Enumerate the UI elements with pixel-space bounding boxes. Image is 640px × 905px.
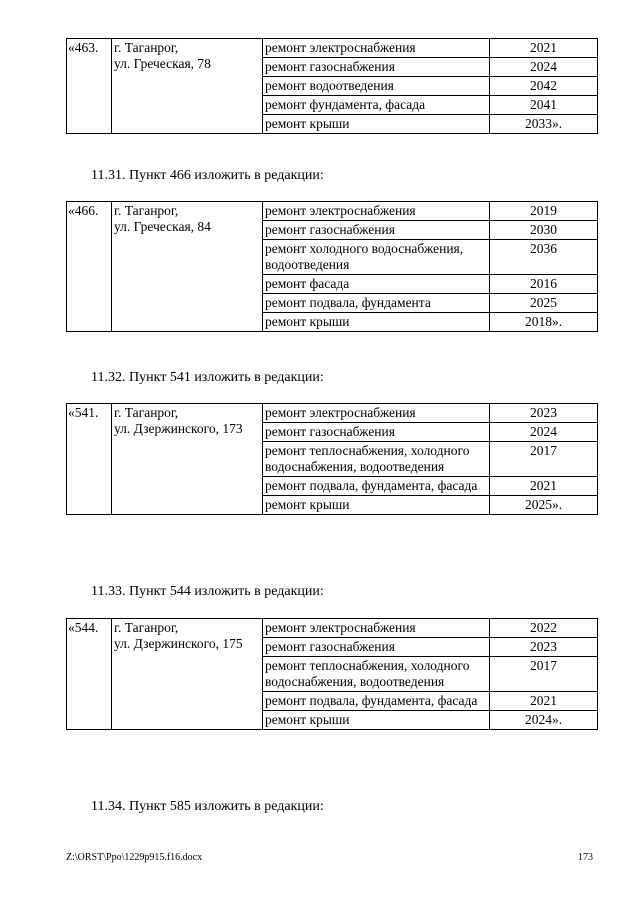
- work-cell: ремонт подвала, фундамента, фасада: [263, 692, 490, 711]
- table-row: [67, 202, 598, 221]
- year-cell: 2019: [490, 202, 598, 221]
- table-row: [67, 619, 598, 638]
- work-cell: ремонт фасада: [263, 275, 490, 294]
- work-cell: ремонт электроснабжения: [263, 404, 490, 423]
- work-cell: ремонт теплоснабжения, холодного водоснабжения, водоотведения: [263, 442, 490, 477]
- item-number: «466.: [67, 202, 112, 332]
- page-number: 173: [578, 852, 593, 863]
- year-cell: 2042: [490, 77, 598, 96]
- table-row: [67, 39, 598, 58]
- year-cell: 2023: [490, 638, 598, 657]
- instruction-11-34: 11.34. Пункт 585 изложить в редакции:: [91, 799, 324, 814]
- instruction-11-31: 11.31. Пункт 466 изложить в редакции:: [91, 168, 324, 183]
- year-cell: 2017: [490, 657, 598, 692]
- work-cell: ремонт крыши: [263, 496, 490, 515]
- year-cell: 2021: [490, 692, 598, 711]
- work-cell: ремонт холодного водоснабжения, водоотведения: [263, 240, 490, 275]
- item-number: «544.: [67, 619, 112, 730]
- year-cell: 2023: [490, 404, 598, 423]
- year-cell: 2036: [490, 240, 598, 275]
- table-541: [66, 403, 598, 515]
- work-cell: ремонт газоснабжения: [263, 221, 490, 240]
- instruction-11-32: 11.32. Пункт 541 изложить в редакции:: [91, 370, 324, 385]
- work-cell: ремонт газоснабжения: [263, 423, 490, 442]
- year-cell: 2016: [490, 275, 598, 294]
- table-463: [66, 38, 598, 134]
- year-cell: 2025: [490, 294, 598, 313]
- work-cell: ремонт электроснабжения: [263, 619, 490, 638]
- item-address: г. Таганрог, ул. Дзержинского, 175: [112, 619, 263, 730]
- table-466: [66, 201, 598, 332]
- year-cell: 2030: [490, 221, 598, 240]
- work-cell: ремонт электроснабжения: [263, 39, 490, 58]
- work-cell: ремонт газоснабжения: [263, 638, 490, 657]
- item-address: г. Таганрог, ул. Греческая, 78: [112, 39, 263, 134]
- year-cell: 2021: [490, 477, 598, 496]
- work-cell: ремонт теплоснабжения, холодного водоснабжения, водоотведения: [263, 657, 490, 692]
- year-cell: 2025».: [490, 496, 598, 515]
- work-cell: ремонт водоотведения: [263, 77, 490, 96]
- item-address: г. Таганрог, ул. Греческая, 84: [112, 202, 263, 332]
- year-cell: 2024: [490, 58, 598, 77]
- work-cell: ремонт крыши: [263, 313, 490, 332]
- year-cell: 2041: [490, 96, 598, 115]
- work-cell: ремонт подвала, фундамента, фасада: [263, 477, 490, 496]
- year-cell: 2033».: [490, 115, 598, 134]
- work-cell: ремонт электроснабжения: [263, 202, 490, 221]
- table-544: [66, 618, 598, 730]
- year-cell: 2022: [490, 619, 598, 638]
- year-cell: 2018».: [490, 313, 598, 332]
- instruction-11-33: 11.33. Пункт 544 изложить в редакции:: [91, 584, 324, 599]
- year-cell: 2021: [490, 39, 598, 58]
- item-address: г. Таганрог, ул. Дзержинского, 173: [112, 404, 263, 515]
- year-cell: 2024: [490, 423, 598, 442]
- item-number: «541.: [67, 404, 112, 515]
- work-cell: ремонт газоснабжения: [263, 58, 490, 77]
- table-row: [67, 404, 598, 423]
- item-number: «463.: [67, 39, 112, 134]
- work-cell: ремонт крыши: [263, 711, 490, 730]
- work-cell: ремонт крыши: [263, 115, 490, 134]
- work-cell: ремонт фундамента, фасада: [263, 96, 490, 115]
- work-cell: ремонт подвала, фундамента: [263, 294, 490, 313]
- year-cell: 2017: [490, 442, 598, 477]
- footer-file-path: Z:\ORST\Ppo\1229p915.f16.docx: [66, 852, 203, 863]
- year-cell: 2024».: [490, 711, 598, 730]
